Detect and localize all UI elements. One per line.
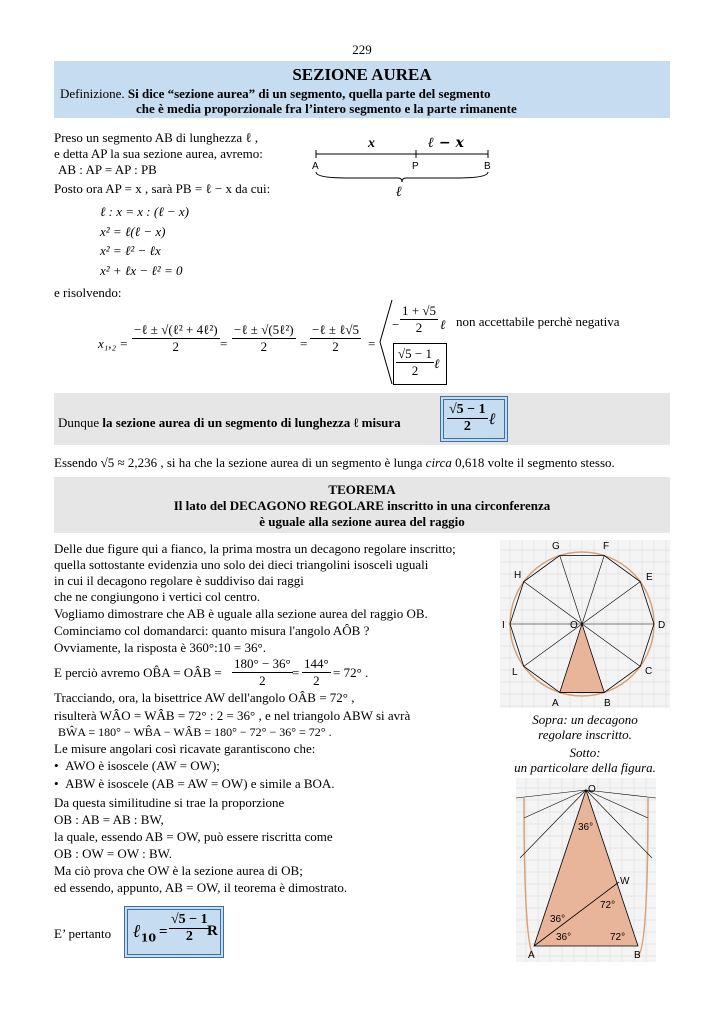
body2-line3: BŴA = 180° − WB̂A − WÂB = 180° − 72° − 36° = 72° . [58, 725, 332, 739]
intro-line4: Posto ora AP = x , sarà PB = ℓ − x da cui: [54, 181, 271, 196]
definition-label: Definizione. [60, 86, 125, 101]
bullet-item-2: • ABW è isoscele (AB = AW = OW) e simile a BOA. [54, 776, 335, 791]
pos-box [393, 343, 447, 385]
angle-result: = 72° . [333, 665, 369, 680]
essendo-text: Essendo √5 ≈ 2,236 , si ha che la sezione aurea di un segmento è lunga [54, 455, 423, 470]
body3-line3: la quale, essendo AB = OW, può essere riscritta come [54, 829, 333, 844]
segment-figure [308, 128, 496, 200]
neg-num: 1 + √5 [402, 303, 436, 318]
angle-num2: 144° [304, 656, 329, 671]
detail-angle-o: 36° [578, 822, 594, 833]
final-num: √5 − 1 [171, 912, 208, 927]
solution-frac3 [310, 322, 361, 355]
definition-box [54, 61, 670, 118]
pos-frac [396, 346, 434, 379]
seg-bottom: ℓ [396, 184, 402, 200]
pos-num: √5 − 1 [398, 346, 432, 361]
body3-line1: Da questa similitudine si trae la proporzione [54, 795, 285, 810]
theorem-title: TEOREMA [328, 482, 396, 497]
detail-label-w: W [620, 876, 630, 887]
solving-label: e risolvendo: [54, 285, 122, 300]
neg-den: 2 [415, 320, 423, 335]
bullet-item-1: • AWO è isoscele (AW = OW); [54, 758, 220, 773]
dec-label-g: G [552, 541, 560, 552]
conclusion-num: √5 − 1 [449, 402, 486, 417]
dec-label-e: E [646, 572, 653, 583]
caption-4: un particolare della figura. [514, 760, 656, 775]
dec-label-h: H [514, 570, 522, 581]
body3-line4: OB : OW = OW : BW. [54, 846, 172, 861]
eq-sign-2: = [300, 336, 308, 351]
final-suffix: R [207, 923, 218, 939]
bullet-text-1: AWO è isoscele (AW = OW); [65, 758, 220, 773]
seg-label-a: A [312, 161, 319, 172]
frac1-num: −ℓ ± √(ℓ² + 4ℓ²) [134, 322, 218, 337]
final-sub: 10 [140, 931, 157, 945]
conclusion-bold: la sezione aurea di un segmento di lunghezza ℓ misura [102, 415, 401, 430]
dec-label-a: A [552, 698, 559, 708]
body2-line1: Tracciando, ora, la bisettrice AW dell'angolo OÂB = 72° , [54, 690, 355, 705]
intro-line2: e detta AP la sua sezione aurea, avremo: [54, 146, 263, 161]
conclusion-result-box [440, 396, 508, 442]
body-line1: Delle due figure qui a fianco, la prima mostra un decagono regolare inscritto; [54, 541, 456, 556]
seg-x: x [368, 136, 375, 151]
definition-text2: che è media proporzionale fra l’intero segmento e la parte rimanente [136, 101, 517, 116]
detail-angle-b: 72° [610, 932, 626, 943]
angle-frac2 [302, 656, 331, 689]
frac2-num: −ℓ ± √(5ℓ²) [234, 322, 294, 337]
detail-angle-w: 72° [600, 900, 616, 911]
conclusion-text [58, 415, 401, 431]
equation-4: x² + ℓx − ℓ² = 0 [100, 263, 183, 278]
frac3-den: 2 [332, 339, 339, 354]
bullet-list [54, 758, 335, 790]
angle-den1: 2 [259, 673, 266, 688]
seg-lx: ℓ − x [428, 135, 464, 151]
essendo-line [54, 455, 615, 471]
body-line3: in cui il decagono regolare è suddiviso dai raggi [54, 573, 304, 588]
dec-label-d: D [658, 620, 666, 631]
body-line5: Vogliamo dimostrare che AB è uguale alla sezione aurea del raggio OB. [54, 606, 428, 621]
conclusion-suffix: ℓ [489, 409, 496, 428]
definition-title: SEZIONE AUREA [292, 65, 432, 84]
solution-frac2 [232, 322, 296, 355]
angle-num1: 180° − 36° [234, 656, 291, 671]
theorem-line2: è uguale alla sezione aurea del raggio [259, 514, 465, 529]
pos-den: 2 [411, 363, 419, 378]
body3-line6: ed essendo, appunto, AB = OW, il teorema è dimostrato. [54, 880, 348, 895]
equation-3: x² = ℓ² − ℓx [100, 243, 161, 258]
conclusion-den: 2 [463, 419, 471, 434]
conclusion-frac [447, 402, 488, 435]
dec-label-c: C [645, 666, 653, 677]
intro-line1: Preso un segmento AB di lunghezza ℓ , [54, 130, 259, 145]
theorem-line1: Il lato del DECAGONO REGOLARE inscritto in una circonferenza [173, 498, 551, 513]
final-lhs [133, 921, 156, 945]
neg-frac [400, 303, 438, 336]
eq-sign-3: = [368, 336, 376, 351]
angle-eq-sign: = [292, 665, 300, 680]
eq-sign-1: = [220, 336, 228, 351]
page-number: 229 [352, 42, 372, 57]
detail-figure [516, 778, 656, 962]
body-line4: che ne congiungono i vertici col centro. [54, 589, 261, 604]
detail-angle-a1: 36° [550, 914, 566, 925]
angle-eq-prefix: E perciò avremo OB̂A = OÂB = [54, 665, 222, 680]
body3-line2: OB : AB = AB : BW, [54, 812, 164, 827]
definition-text1: Si dice “sezione aurea” di un segmento, quella parte del segmento [127, 86, 491, 101]
final-den: 2 [185, 929, 193, 944]
neg-prefix: − [392, 317, 400, 332]
caption-1: Sopra: un decagono [532, 712, 638, 727]
body3-line5: Ma ciò prova che OW è la sezione aurea di OB; [54, 863, 303, 878]
final-eq: = [159, 924, 168, 940]
dec-label-o: O [570, 620, 578, 631]
solution-lhs: x₁,₂ = [98, 336, 129, 351]
definition-line1 [60, 86, 491, 102]
detail-label-a: A [528, 950, 535, 961]
conclusion-box [54, 393, 670, 445]
caption-2: regolare inscritto. [538, 727, 632, 742]
body-line7: Ovviamente, la risposta è 360°:10 = 36°. [54, 640, 266, 655]
dec-label-i: I [502, 620, 505, 631]
detail-label-o: O [588, 784, 596, 795]
conclusion-prefix: Dunque [58, 415, 100, 430]
theorem-box [54, 477, 670, 533]
dec-label-f: F [603, 541, 610, 552]
decagon-figure [500, 540, 670, 708]
essendo-end: 0,618 volte il segmento stesso. [455, 455, 615, 470]
solution-frac1 [132, 322, 220, 355]
bullet-text-2: ABW è isoscele (AB = AW = OW) e simile a BOA. [65, 776, 335, 791]
final-result-box [124, 906, 224, 958]
final-frac [169, 912, 210, 945]
seg-label-p: P [412, 161, 419, 172]
dec-label-l: L [512, 667, 518, 678]
frac2-den: 2 [260, 339, 268, 354]
equation-1: ℓ : x = x : (ℓ − x) [100, 204, 190, 219]
body2-line2: risulterà WÂO = WÂB = 72° : 2 = 36° , e nel triangolo ABW si avrà [54, 708, 411, 723]
neg-note: non accettabile perchè negativa [456, 314, 620, 329]
pos-suffix: ℓ [434, 357, 440, 372]
angle-frac1 [232, 656, 293, 689]
frac3-num: −ℓ ± ℓ√5 [312, 322, 360, 337]
body-line2: quella sottostante evidenzia uno solo dei dieci triangolini isosceli uguali [54, 557, 429, 572]
intro-line3: AB : AP = AP : PB [58, 162, 157, 177]
body2-line4: Le misure angolari così ricavate garantiscono che: [54, 741, 316, 756]
neg-suffix: ℓ [440, 318, 446, 333]
final-ell: ℓ [133, 921, 141, 942]
body-line6: Cominciamo col domandarci: quanto misura l'angolo AÔB ? [54, 623, 370, 638]
caption-3: Sotto: [569, 745, 601, 760]
essendo-circa: circa [425, 455, 452, 470]
frac1-den: 2 [172, 339, 180, 354]
seg-brace [316, 172, 488, 182]
detail-angle-a2: 36° [556, 932, 572, 943]
detail-label-b: B [634, 950, 641, 961]
final-prefix: E’ pertanto [54, 926, 112, 941]
dec-label-b: B [604, 698, 611, 708]
equation-2: x² = ℓ(ℓ − x) [100, 224, 166, 239]
angle-den2: 2 [313, 673, 320, 688]
seg-label-b: B [484, 161, 491, 172]
